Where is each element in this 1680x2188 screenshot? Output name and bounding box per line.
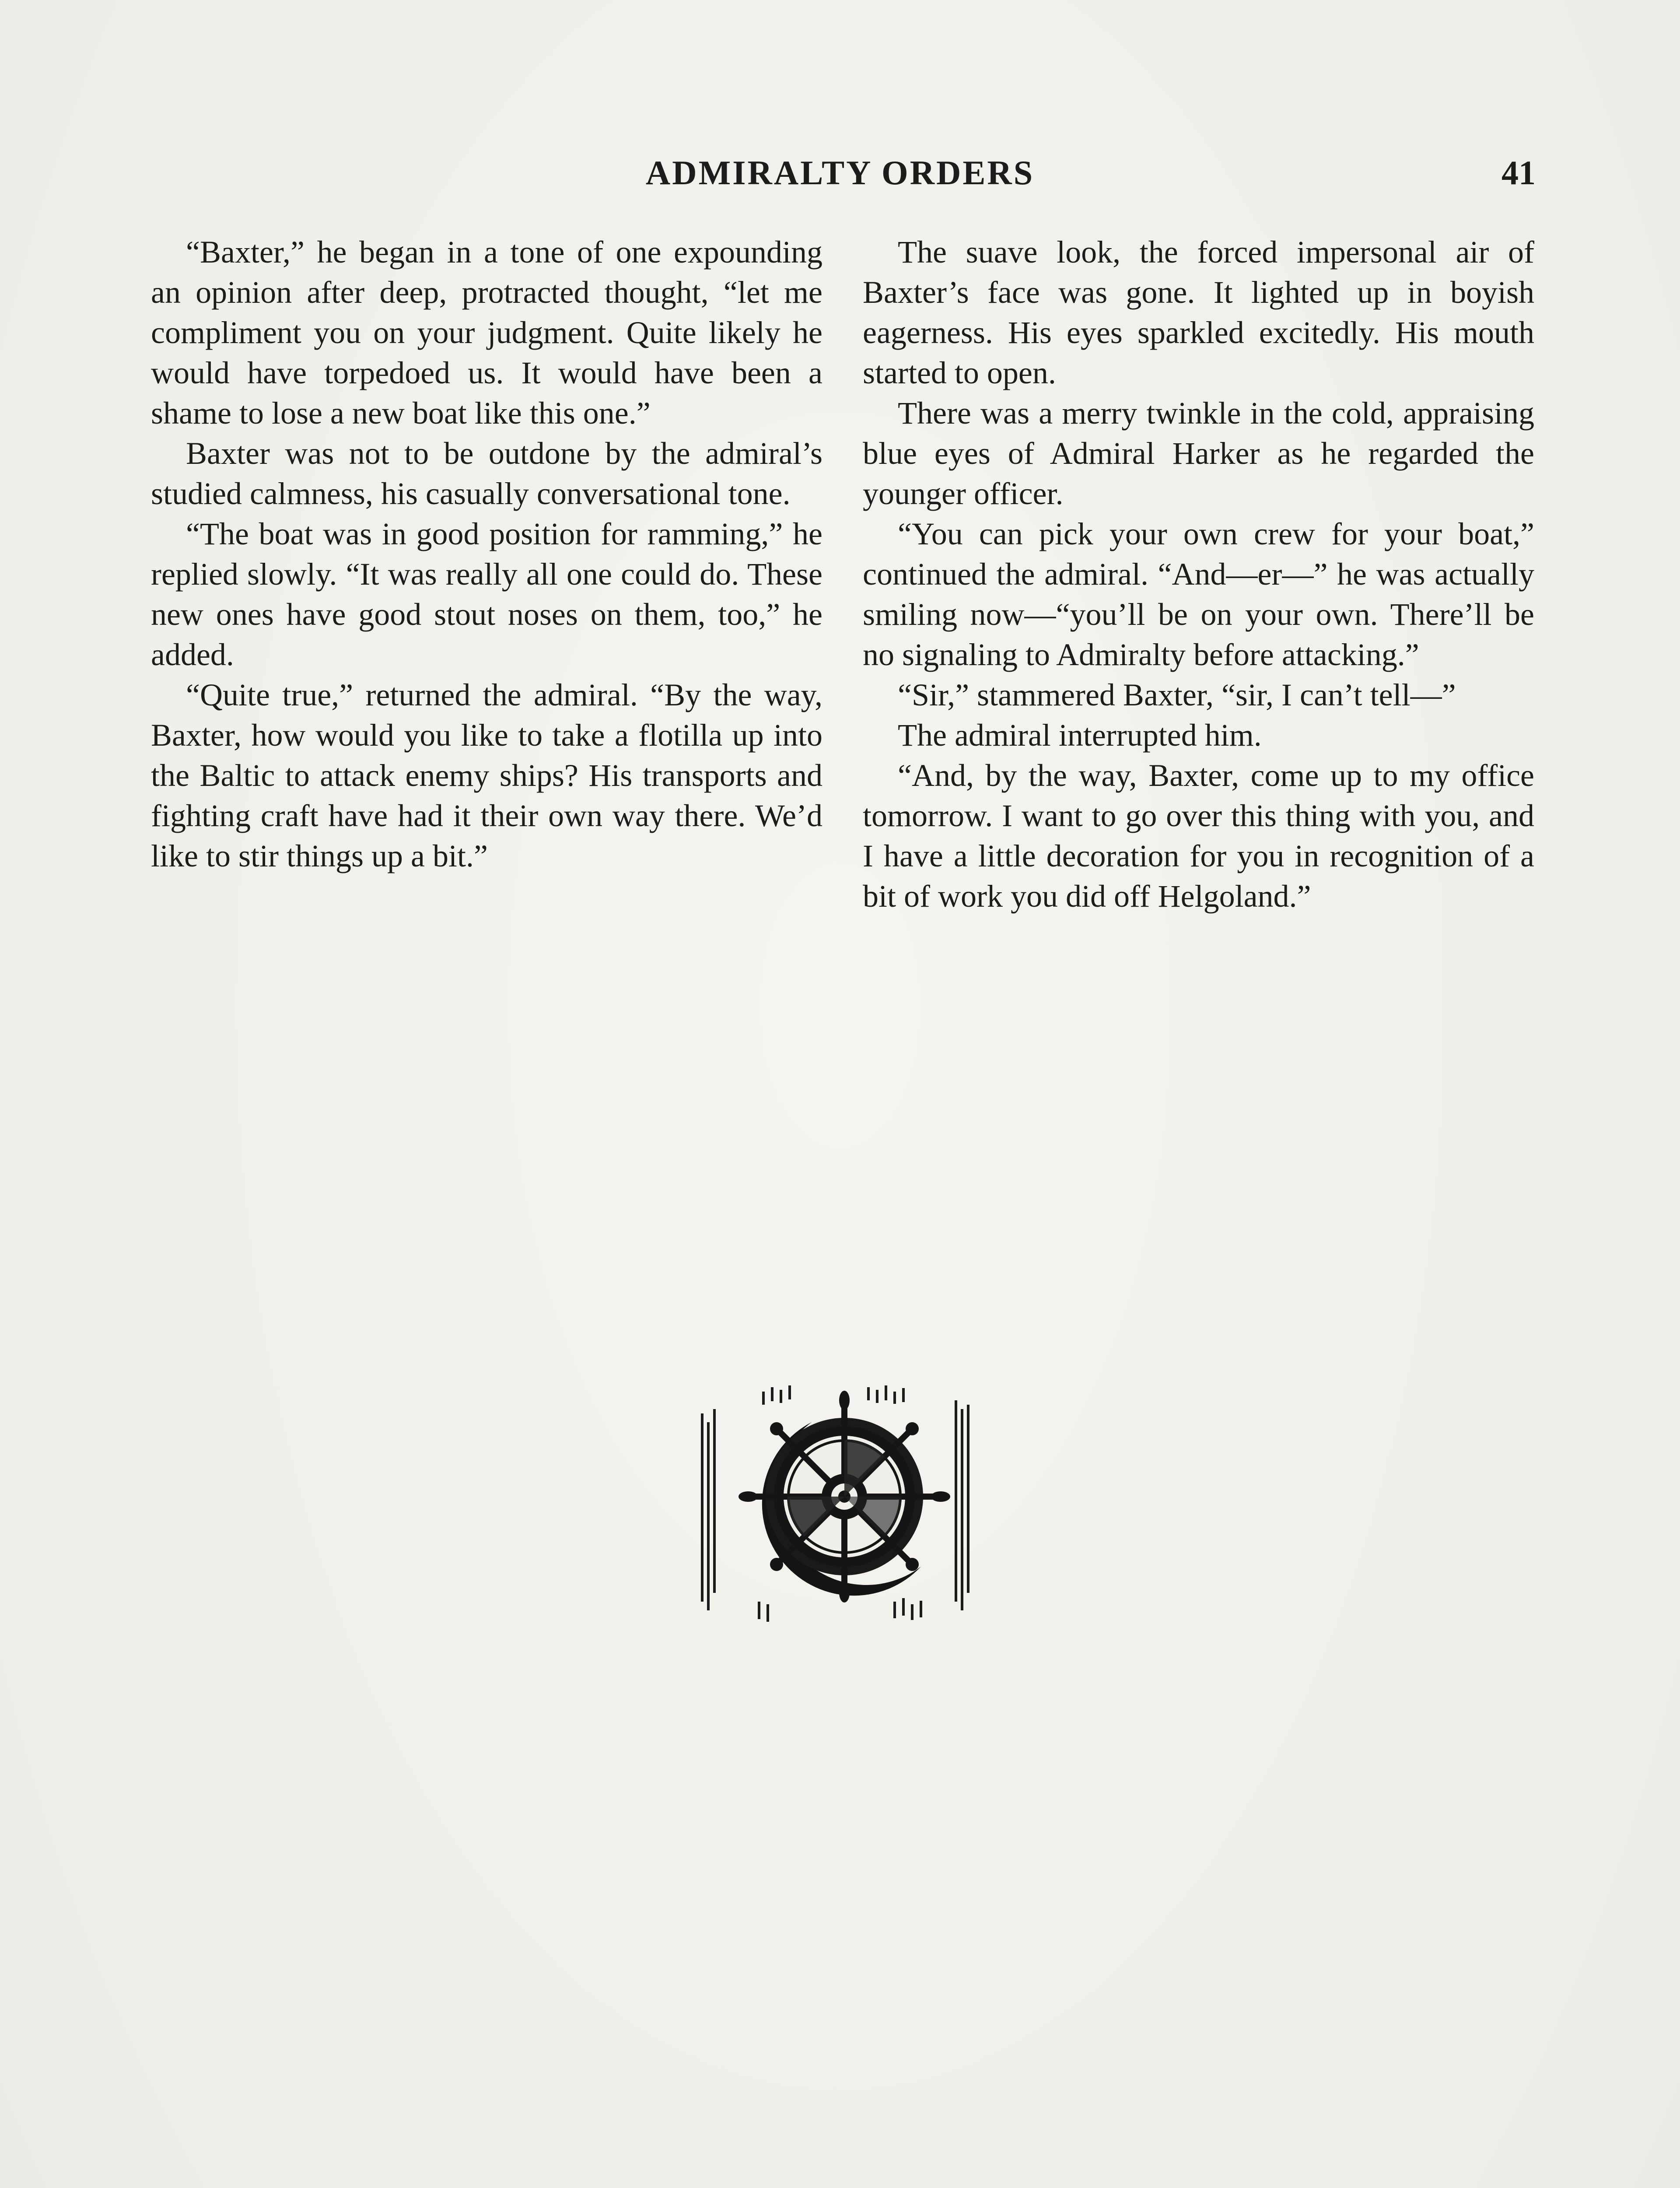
paragraph: “Baxter,” he began in a tone of one expounding an opinion after deep, protracted thought, “let me compliment you on your judgment. Quite likely he would have torpedoed us. It would have been a shame to lose a new boat like this one.” [151,235,822,431]
paragraph: “And, by the way, Baxter, come up to my office tomorrow. I want to go over this thing with you, and I have a little decoration for you in recognition of a bit of work you did off Helgoland.” [863,758,1534,914]
paragraph: The suave look, the forced impersonal air of Baxter’s face was gone. It lighted up in boyish eagerness. His eyes sparkled excitedly. His mouth started to open. [863,235,1534,390]
paragraph: “The boat was in good position for ramming,” he replied slowly. “It was really all one could do. These new ones have good stout noses on them, too,” he added. [151,516,822,672]
paragraph: “Sir,” stammered Baxter, “sir, I can’t tell—” [898,677,1456,712]
paragraph: There was a merry twinkle in the cold, appraising blue eyes of Admiral Harker as he regarded the younger officer. [863,396,1534,511]
ships-wheel-icon [693,1374,982,1628]
paragraph: The admiral interrupted him. [898,718,1262,753]
paragraph: Baxter was not to be outdone by the admiral’s studied calmness, his casually conversational tone. [151,436,822,511]
page-number: 41 [1502,154,1536,192]
right-text-column [863,232,1534,916]
running-title: ADMIRALTY ORDERS [645,154,1035,192]
paragraph: “You can pick your own crew for your boat,” continued the admiral. “And—er—” he was actually smiling now—“you’ll be on your own. There’ll be no signaling to Admiralty before attacking.” [863,516,1534,672]
paragraph: “Quite true,” returned the admiral. “By the way, Baxter, how would you like to take a flotilla up into the Baltic to attack enemy ships? His transports and fighting craft have had it their own way there. We’d like to stir things up a bit.” [151,677,822,873]
left-text-column [151,232,822,876]
running-head [0,151,1680,195]
